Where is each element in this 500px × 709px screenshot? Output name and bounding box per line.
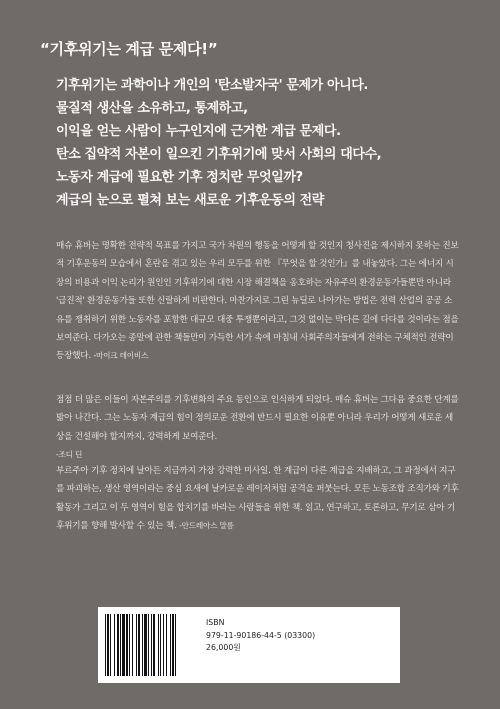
review-author: -마이크 데이비스 <box>93 351 149 361</box>
review-text: 부르주아 기후 정치에 날아든 지금까지 가장 강력한 미사일. 한 계급이 다른 계급을 지배하고, 그 과정에서 지구를 파괴하는, 생산 영역이라는 중심 요새에 날카로운 레이저처럼 공격을 퍼붓는다. 모든 노동조합 조직가와 기후 활동가 그리고 이 두 영역이 힘을 합치기를 바라는 사람들을 위한 책. 읽고, 연구하고, 토론하고, 무기로 삼아 기후위기를 향해 발사할 수 있는 책. <box>56 466 459 532</box>
review-dean <box>56 391 460 465</box>
isbn-box <box>98 607 400 683</box>
barcode-bar <box>110 614 111 676</box>
intro-block <box>56 74 476 189</box>
intro-line: 탄소 집약적 자본이 일으킨 기후위기에 맞서 사회의 대다수, <box>56 147 382 162</box>
review-text: 매슈 휴버는 명확한 전략적 목표를 가지고 국가 차원의 행동을 어떻게 할 것인지 청사진을 제시하지 못하는 진보적 기후운동의 모습에서 혼란을 겪고 있는 우리 모두를 위한 『무엇을 할 것인가』를 내놓았다. 그는 에너지 시장의 비용과 이익 논리가 원인인 기후위기에 대한 시장 해결책을 옹호하는 자유주의 환경운동가들뿐만 아니라 '급진적' 환경운동가들 또한 신랄하게 비판한다. 마찬가지로 그린 뉴딜로 나아가는 방법은 전력 산업의 공공 소유를 쟁취하기 위한 노동자를 포함한 대규모 대중 투쟁뿐이라고, 그것 없이는 막다른 길에 다다를 것이라는 점을 보여준다. 다가오는 종말에 관한 책들만이 가득한 서가 속에 마침내 사회주의자들에게 전하는 구체적인 전략이 등장했다. <box>56 241 459 362</box>
barcode-bar <box>107 614 109 676</box>
barcode-bar <box>132 614 133 676</box>
barcode-bar <box>144 614 147 676</box>
intro-line: 노동자 계급에 필요한 기후 정치란 무엇일까? <box>56 170 303 185</box>
review-davis <box>56 237 460 366</box>
headline: “기후위기는 계급 문제다!” <box>40 40 218 58</box>
barcode-bar <box>151 614 152 676</box>
barcode-bar <box>122 614 125 676</box>
price: 26,000원 <box>206 643 241 652</box>
barcode-bar <box>117 614 119 676</box>
barcode-bar <box>136 614 137 676</box>
barcode-bar <box>142 614 143 676</box>
barcode-bar <box>120 614 121 676</box>
intro-line: 물질적 생산을 소유하고, 통제하고, <box>56 101 248 116</box>
barcode-bar <box>175 614 176 676</box>
isbn-info <box>206 617 315 655</box>
review-author: -안드레아스 말름 <box>179 521 234 531</box>
intro-line: 기후위기는 과학이나 개인의 '탄소발자국' 문제가 아니다. <box>56 78 368 93</box>
barcode-bar <box>172 614 174 676</box>
review-text: 점점 더 많은 이들이 자본주의를 기후변화의 주요 동인으로 인식하게 되었다. 매슈 휴버는 그다음 중요한 단계를 밟아 나간다. 그는 노동자 계급의 힘이 정의로운 전환에 반드시 필요한 이유뿐 아니라 우리가 어떻게 새로운 세상을 건설해야 할지까지, 강력하게 보여준다. <box>56 395 459 442</box>
intro-line: 이익을 얻는 사람이 누구인지에 근거한 계급 문제다. <box>56 124 341 139</box>
barcode-bar <box>126 614 128 676</box>
barcode-bar <box>158 614 159 676</box>
barcode-bar <box>114 614 115 676</box>
subheading: 계급의 눈으로 펼쳐 보는 새로운 기후운동의 전략 <box>56 193 324 208</box>
barcode-bar <box>138 614 140 676</box>
barcode-bar <box>166 614 167 676</box>
barcode-bar <box>153 614 155 676</box>
barcode-bar <box>163 614 164 676</box>
isbn-number: 979-11-90186-44-5 (03300) <box>206 630 316 640</box>
barcode <box>104 614 202 676</box>
barcode-bar <box>148 614 149 676</box>
review-malm <box>56 462 460 536</box>
barcode-bar <box>129 614 130 676</box>
barcode-bar <box>170 614 171 676</box>
isbn-label: ISBN <box>206 618 225 627</box>
barcode-bar <box>105 614 106 676</box>
review-author: -조디 딘 <box>56 450 83 460</box>
barcode-bar <box>160 614 161 676</box>
